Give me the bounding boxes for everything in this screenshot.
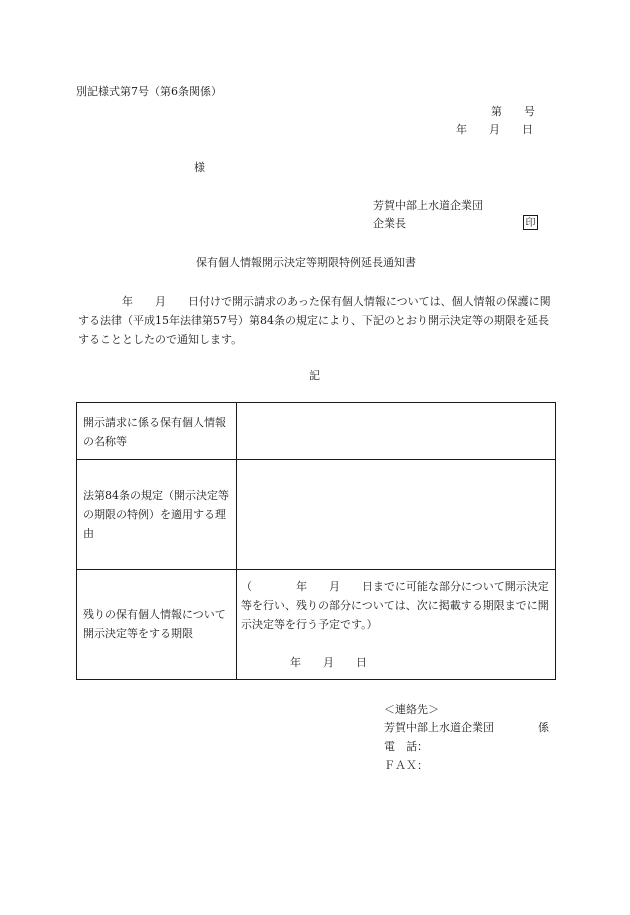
seal-stamp: 印 [523, 215, 538, 230]
table-row [77, 459, 555, 570]
contact-organization: 芳賀中部上水道企業団 [384, 721, 494, 734]
document-date: 年 月 日 [456, 123, 533, 136]
notice-body: 年 月 日付けで開示請求のあった保有個人情報については、個人情報の保護に関する法律（平成15年法律第57号）第84条の規定により、下記のとおり開示決定等の期限を延長することとしたので通知します。 [78, 295, 551, 346]
form-identifier: 別記様式第7号（第6条関係） [76, 85, 222, 98]
document-number: 第 号 [491, 105, 535, 118]
ki-marker: 記 [309, 369, 320, 382]
row-value-deadline: （ 年 月 日までに可能な部分について開示決定等を行い、残りの部分については、次に掲載する期限までに開示決定等を行う予定です。） [241, 580, 549, 631]
table-row [77, 569, 555, 680]
contact-section: 係 [538, 721, 549, 734]
table-row [77, 403, 555, 460]
addressee-honorific: 様 [194, 161, 205, 174]
document-title: 保有個人情報開示決定等期限特例延長通知書 [196, 256, 416, 269]
contact-fax-label: ＦＡＸ： [384, 759, 428, 772]
row-label-reason: 法第84条の規定（開示決定等の期限の特例）を適用する理由 [83, 489, 229, 540]
contact-phone-label: 電 話： [384, 740, 428, 753]
row-deadline-date: 年 月 日 [290, 656, 367, 669]
details-table [76, 402, 556, 680]
contact-heading: ＜連絡先＞ [384, 703, 439, 716]
row-label-info-name: 開示請求に係る保有個人情報の名称等 [83, 416, 226, 448]
sender-title: 企業長 [373, 217, 406, 230]
row-label-deadline: 残りの保有個人情報について開示決定等をする期限 [83, 608, 226, 640]
sender-organization: 芳賀中部上水道企業団 [373, 199, 483, 212]
